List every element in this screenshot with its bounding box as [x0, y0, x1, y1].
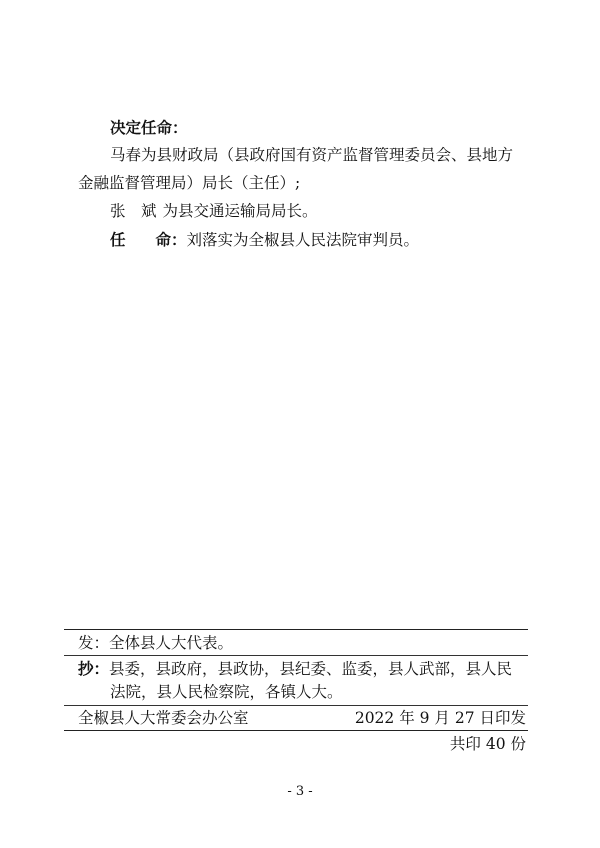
appoint-label-b: 命	[155, 230, 172, 249]
decision-line-2: 金融监督管理局）局长（主任）;	[78, 174, 301, 192]
distribution-fa-line	[78, 633, 233, 653]
distribution-chao-line-1	[78, 659, 512, 679]
fa-text: 全体县人大代表。	[109, 634, 234, 652]
page-number: - 3 -	[287, 784, 313, 799]
divider-chao	[64, 705, 528, 706]
fa-label: 发：	[78, 634, 110, 652]
appoint-label-a: 任	[110, 230, 126, 249]
decision-line-1: 马春为县财政局（县政府国有资产监督管理委员会、县地方	[110, 146, 514, 164]
decision-line-3-name: 张 斌	[110, 202, 157, 220]
appoint-text: 刘落实为全椒县人民法院审判员。	[186, 231, 420, 249]
divider-bottom	[64, 730, 528, 731]
appoint-colon: ：	[171, 230, 187, 249]
issue-date: 2022 年 9 月 27 日印发	[354, 709, 526, 727]
copies-count: 共印 40 份	[449, 735, 526, 753]
decision-heading: 决定任命：	[110, 118, 188, 137]
distribution-chao-line-2: 法院，县人民检察院，各镇人大。	[110, 683, 343, 701]
chao-text-1: 县委，县政府，县政协，县纪委、监委，县人武部，县人民	[109, 660, 513, 678]
divider-fa	[64, 655, 528, 656]
decision-line-3	[110, 201, 318, 221]
appointment-line	[110, 230, 419, 250]
issuer-office: 全椒县人大常委会办公室	[78, 709, 249, 727]
divider-top	[64, 629, 528, 630]
chao-label: 抄：	[78, 659, 110, 678]
decision-line-3-text: 为县交通运输局局长。	[162, 202, 318, 220]
